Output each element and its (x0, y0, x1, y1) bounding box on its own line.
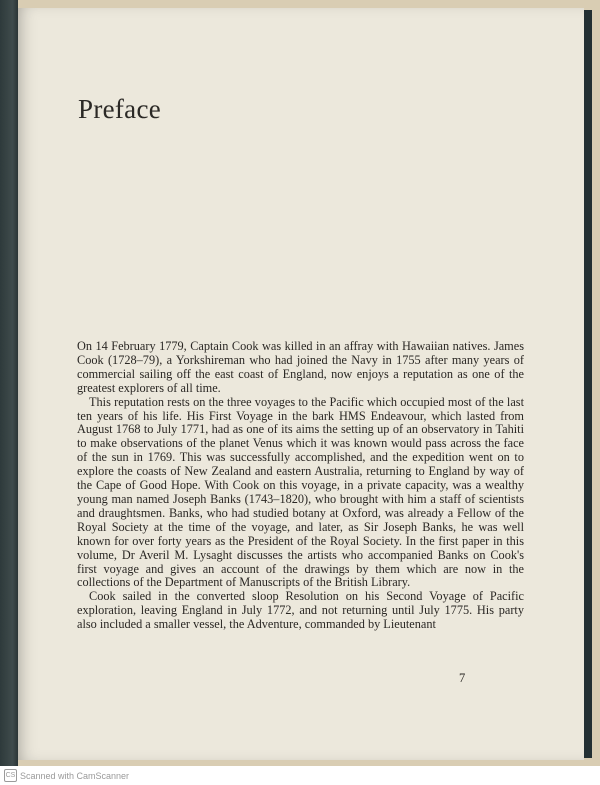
book-page (18, 8, 584, 760)
page-heading: Preface (78, 94, 162, 124)
book-cover-left-edge (0, 0, 18, 770)
body-text (77, 340, 524, 632)
page-number: 7 (459, 671, 466, 685)
scanner-watermark-bar (0, 766, 600, 785)
scanner-watermark-text: Scanned with CamScanner (20, 770, 130, 781)
camscanner-logo-icon: CS (4, 769, 17, 782)
paragraph-1: On 14 February 1779, Captain Cook was killed in an affray with Hawaiian natives. James Cook (1728–79), a Yorkshireman who had joined the Navy in 1755 after many years of commercial sailing off the east coast of England, now enjoys a reputation as one of the greatest explorers of all time. (77, 339, 524, 395)
paragraph-2: This reputation rests on the three voyages to the Pacific which occupied most of the last ten years of his life. His First Voyage in the bark HMS Endeavour, which lasted from August 1768 to July 1771, had as one of its aims the setting up of an observatory in Tahiti to make observations of the planet Venus which it was known would pass across the face of the sun in 1769. This was successfully accomplished, and the expedition went on to explore the coasts of New Zealand and eastern Australia, returning to England by way of the Cape of Good Hope. With Cook on this voyage, in a private capacity, was a wealthy young man named Joseph Banks (1743–1820), who brought with him a staff of scientists and draughtsmen. Banks, who had studied botany at Oxford, was already a Fellow of the Royal Society at the time of the voyage, and later, as Sir Joseph Banks, he was well known for over forty years as the President of the Royal Society. In the first paper in this volume, Dr Averil M. Lysaght discusses the artists who accompanied Banks on Cook's first voyage and gives an account of the drawings by them which are now in the collections of the Department of Manuscripts of the British Library. (77, 394, 524, 590)
paragraph-3: Cook sailed in the converted sloop Resolution on his Second Voyage of Pacific exploration, leaving England in July 1772, and not returning until July 1775. His party also included a smaller vessel, the Adventure, commanded by Lieutenant (77, 589, 524, 632)
